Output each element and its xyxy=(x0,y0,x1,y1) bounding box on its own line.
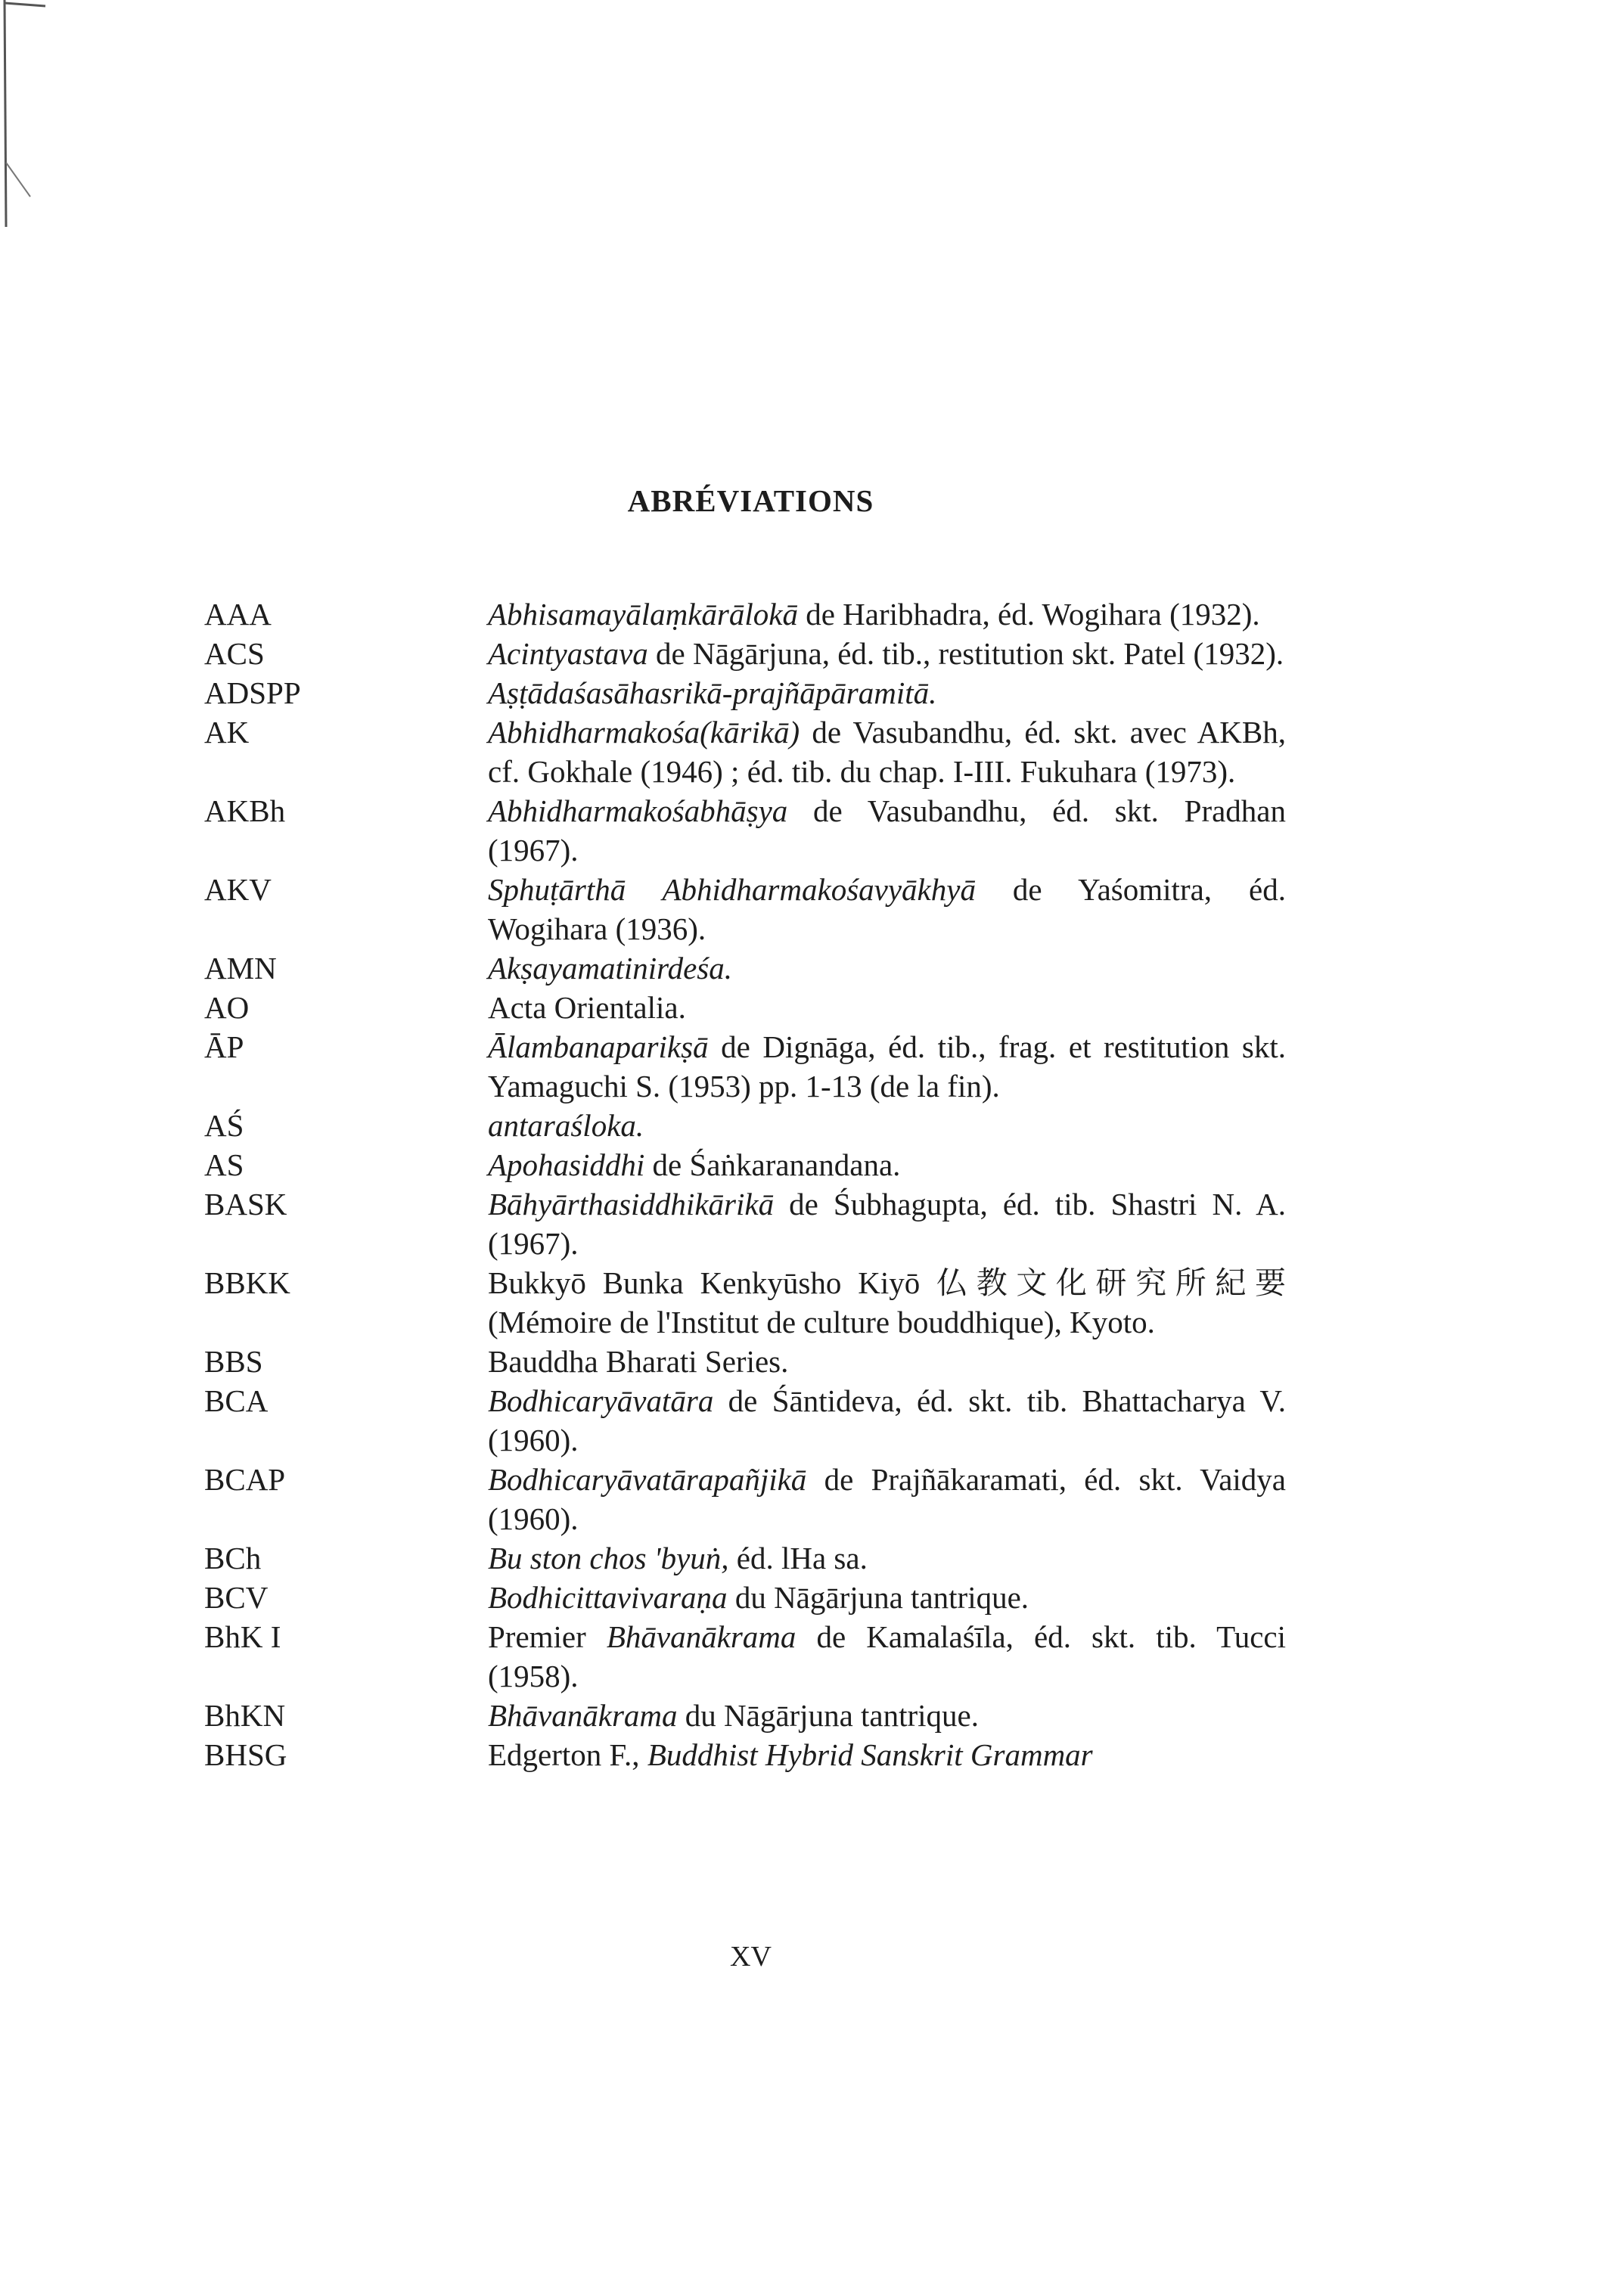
abbreviation-definition xyxy=(488,1735,1286,1774)
definition-text: de Vasubandhu, éd. skt. Pradhan (1967). xyxy=(488,793,1286,868)
abbreviation-entry xyxy=(204,634,1286,673)
abbreviation-definition xyxy=(488,988,1286,1027)
definition-text: de Haribhadra, éd. Wogihara (1932). xyxy=(797,597,1260,632)
definition-title-italic: Acintyastava xyxy=(488,636,648,671)
abbreviation-code: AŚ xyxy=(204,1108,244,1143)
abbreviation-code: BBKK xyxy=(204,1265,290,1300)
definition-text: de Śāntideva, éd. skt. tib. Bhattacharya V. (1960). xyxy=(488,1383,1286,1457)
definition-text: Acta Orientalia. xyxy=(488,990,686,1025)
abbreviation-code: BCAP xyxy=(204,1462,286,1497)
abbreviation-entry xyxy=(204,712,1286,791)
abbreviation-entry xyxy=(204,988,1286,1027)
abbreviation-code: BCh xyxy=(204,1541,262,1575)
abbreviation-definition xyxy=(488,1381,1286,1460)
abbreviation-entry xyxy=(204,1617,1286,1696)
abbreviation-code: BHSG xyxy=(204,1737,287,1772)
definition-text: de Prajñākaramati, éd. skt. Vaidya (1960). xyxy=(488,1462,1286,1536)
definition-title-italic: Bhāvanākrama xyxy=(606,1619,796,1654)
abbreviation-definition xyxy=(488,1106,1286,1145)
abbreviation-code: BCV xyxy=(204,1580,269,1615)
definition-text: du Nāgārjuna tantrique. xyxy=(727,1580,1029,1615)
abbreviation-definition xyxy=(488,870,1286,948)
abbreviation-code: BASK xyxy=(204,1187,287,1222)
abbreviation-definition xyxy=(488,1027,1286,1106)
abbreviation-definition xyxy=(488,1617,1286,1696)
abbreviation-definition xyxy=(488,1460,1286,1538)
abbreviation-entry xyxy=(204,1145,1286,1184)
abbreviation-entry xyxy=(204,1460,1286,1538)
definition-text: de Vasubandhu, éd. skt. avec AKBh, cf. Gokhale (1946) ; éd. tib. du chap. I-III. Fukuhara (1973). xyxy=(488,715,1286,789)
abbreviation-code: AMN xyxy=(204,951,277,986)
definition-title-italic: Bāhyārthasiddhikārikā xyxy=(488,1187,775,1222)
definition-title-italic: Ālambanaparikṣā xyxy=(488,1029,709,1064)
abbreviation-entry xyxy=(204,1106,1286,1145)
definition-title-italic: Bodhicaryāvatārapañjikā xyxy=(488,1462,807,1497)
abbreviation-entry xyxy=(204,1381,1286,1460)
abbreviation-definition xyxy=(488,1696,1286,1735)
abbreviation-entry xyxy=(204,791,1286,870)
abbreviation-definition xyxy=(488,1578,1286,1617)
abbreviation-definition xyxy=(488,1538,1286,1578)
definition-title-italic: antaraśloka. xyxy=(488,1108,644,1143)
abbreviation-code: ADSPP xyxy=(204,675,301,710)
abbreviation-entry xyxy=(204,1696,1286,1735)
definition-title-italic: Aṣṭādaśasāhasrikā-prajñāpāramitā. xyxy=(488,675,937,710)
abbreviation-code: BCA xyxy=(204,1383,269,1418)
page-number: XV xyxy=(730,1941,772,1973)
definition-text: du Nāgārjuna tantrique. xyxy=(677,1698,979,1733)
abbreviation-definition xyxy=(488,1263,1286,1342)
abbreviation-code: AKBh xyxy=(204,793,286,828)
definition-title-italic: Bodhicittavivaraṇa xyxy=(488,1580,728,1615)
abbreviation-code: ĀP xyxy=(204,1029,244,1064)
definition-title-italic: Abhisamayālaṃkārālokā xyxy=(488,597,798,632)
abbreviation-definition xyxy=(488,1342,1286,1381)
abbreviation-code: BhK I xyxy=(204,1619,281,1654)
abbreviation-code: BhKN xyxy=(204,1698,286,1733)
definition-title-italic: Bu ston chos 'byuṅ, xyxy=(488,1541,729,1575)
definition-text: de Dignāga, éd. tib., frag. et restitution skt. Yamaguchi S. (1953) pp. 1-13 (de la fin). xyxy=(488,1029,1286,1104)
abbreviation-code: AS xyxy=(204,1147,244,1182)
definition-title-italic: Sphuṭārthā Abhidharmakośavyākhyā xyxy=(488,872,976,907)
definition-title-italic: Akṣayamatinirdeśa. xyxy=(488,951,733,986)
abbreviation-definition xyxy=(488,712,1286,791)
definition-text: Bukkyō Bunka Kenkyūsho Kiyō 仏教文化研究所紀要 (Mémoire de l'Institut de culture bouddhique), Kyoto. xyxy=(488,1265,1286,1339)
abbreviation-entry xyxy=(204,673,1286,712)
definition-text: Premier xyxy=(488,1619,607,1654)
abbreviation-entry xyxy=(204,1184,1286,1263)
abbreviation-entry xyxy=(204,1027,1286,1106)
abbreviation-entry xyxy=(204,1263,1286,1342)
definition-text: Bauddha Bharati Series. xyxy=(488,1344,789,1379)
abbreviation-definition xyxy=(488,594,1286,634)
definition-text: Edgerton F., xyxy=(488,1737,647,1772)
definition-title-italic: Apohasiddhi xyxy=(488,1147,645,1182)
definition-title-italic: Bodhicaryāvatāra xyxy=(488,1383,714,1418)
abbreviation-definition xyxy=(488,634,1286,673)
definition-text: de Yaśomitra, éd. Wogihara (1936). xyxy=(488,872,1286,946)
abbreviation-definition xyxy=(488,791,1286,870)
definition-text: de Śubhagupta, éd. tib. Shastri N. A. (1967). xyxy=(488,1187,1286,1261)
scan-corner-mark xyxy=(0,0,106,227)
abbreviation-entry xyxy=(204,594,1286,634)
definition-text: de Śaṅkaranandana. xyxy=(644,1147,901,1182)
abbreviation-entry xyxy=(204,1578,1286,1617)
definition-title-italic: Bhāvanākrama xyxy=(488,1698,678,1733)
definition-title-italic: Abhidharmakośabhāṣya xyxy=(488,793,788,828)
definition-text: éd. lHa sa. xyxy=(728,1541,868,1575)
abbreviation-definition xyxy=(488,948,1286,988)
abbreviation-entry xyxy=(204,870,1286,948)
abbreviation-code: AK xyxy=(204,715,250,750)
abbreviation-definition xyxy=(488,673,1286,712)
definition-title-italic: Buddhist Hybrid Sanskrit Grammar xyxy=(647,1737,1093,1772)
abbreviation-code: BBS xyxy=(204,1344,263,1379)
abbreviation-list xyxy=(204,594,1286,1774)
abbreviation-entry xyxy=(204,1735,1286,1774)
definition-text: de Kamalaśīla, éd. skt. tib. Tucci (1958). xyxy=(488,1619,1286,1693)
page-title: ABRÉVIATIONS xyxy=(627,483,874,518)
abbreviation-code: AO xyxy=(204,990,250,1025)
abbreviation-code: ACS xyxy=(204,636,265,671)
abbreviation-entry xyxy=(204,1342,1286,1381)
abbreviation-code: AKV xyxy=(204,872,272,907)
abbreviation-code: AAA xyxy=(204,597,272,632)
abbreviation-entry xyxy=(204,948,1286,988)
abbreviation-entry xyxy=(204,1538,1286,1578)
abbreviation-definition xyxy=(488,1184,1286,1263)
definition-text: de Nāgārjuna, éd. tib., restitution skt. Patel (1932). xyxy=(647,636,1284,671)
abbreviation-definition xyxy=(488,1145,1286,1184)
definition-title-italic: Abhidharmakośa(kārikā) xyxy=(488,715,800,750)
